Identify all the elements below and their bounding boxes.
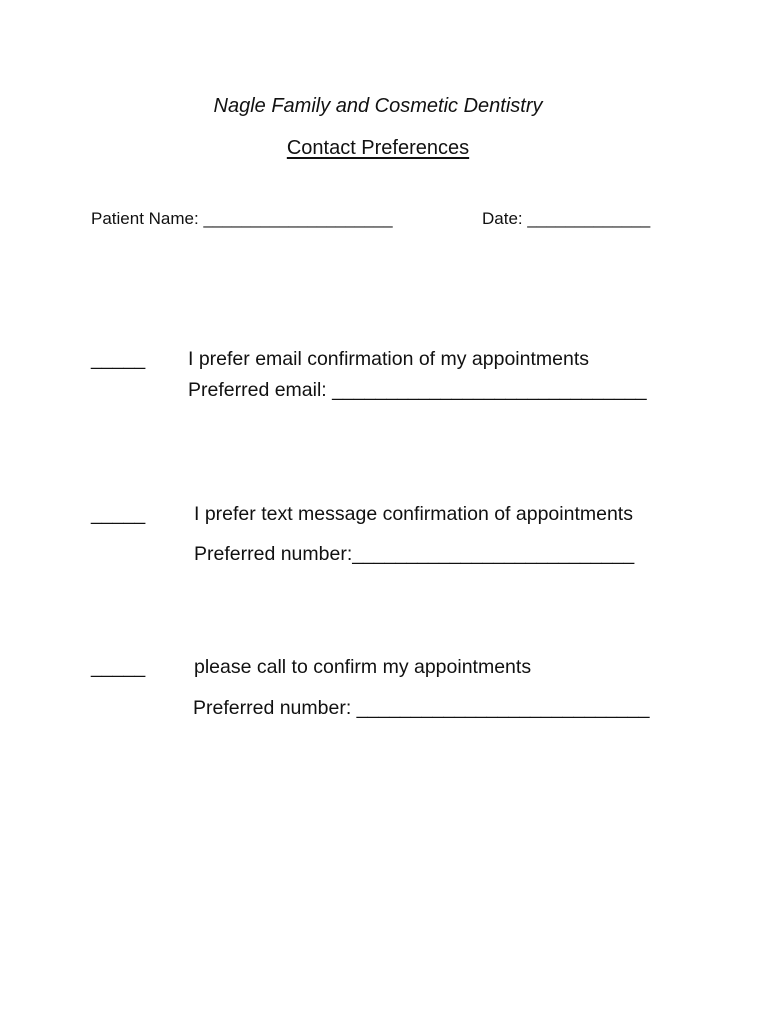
call-option-label: please call to confirm my appointments — [194, 656, 532, 678]
preferred-text-number-field[interactable]: Preferred number:__________________________ — [194, 543, 635, 565]
preferred-email-field[interactable]: Preferred email: _____________________________ — [188, 379, 647, 401]
practice-name: Nagle Family and Cosmetic Dentistry — [213, 95, 543, 117]
preferred-call-number-field[interactable]: Preferred number: ___________________________ — [193, 697, 650, 719]
email-option-label: I prefer email confirmation of my appointments — [188, 348, 590, 370]
date-field[interactable]: Date: _____________ — [482, 209, 651, 228]
call-option-checkbox[interactable]: _____ — [91, 656, 146, 678]
text-option-checkbox[interactable]: _____ — [91, 503, 146, 525]
text-option-label: I prefer text message confirmation of appointments — [194, 503, 633, 525]
email-option-checkbox[interactable]: _____ — [91, 348, 146, 370]
patient-name-field[interactable]: Patient Name: ____________________ — [91, 209, 393, 228]
form-title: Contact Preferences — [286, 137, 470, 159]
